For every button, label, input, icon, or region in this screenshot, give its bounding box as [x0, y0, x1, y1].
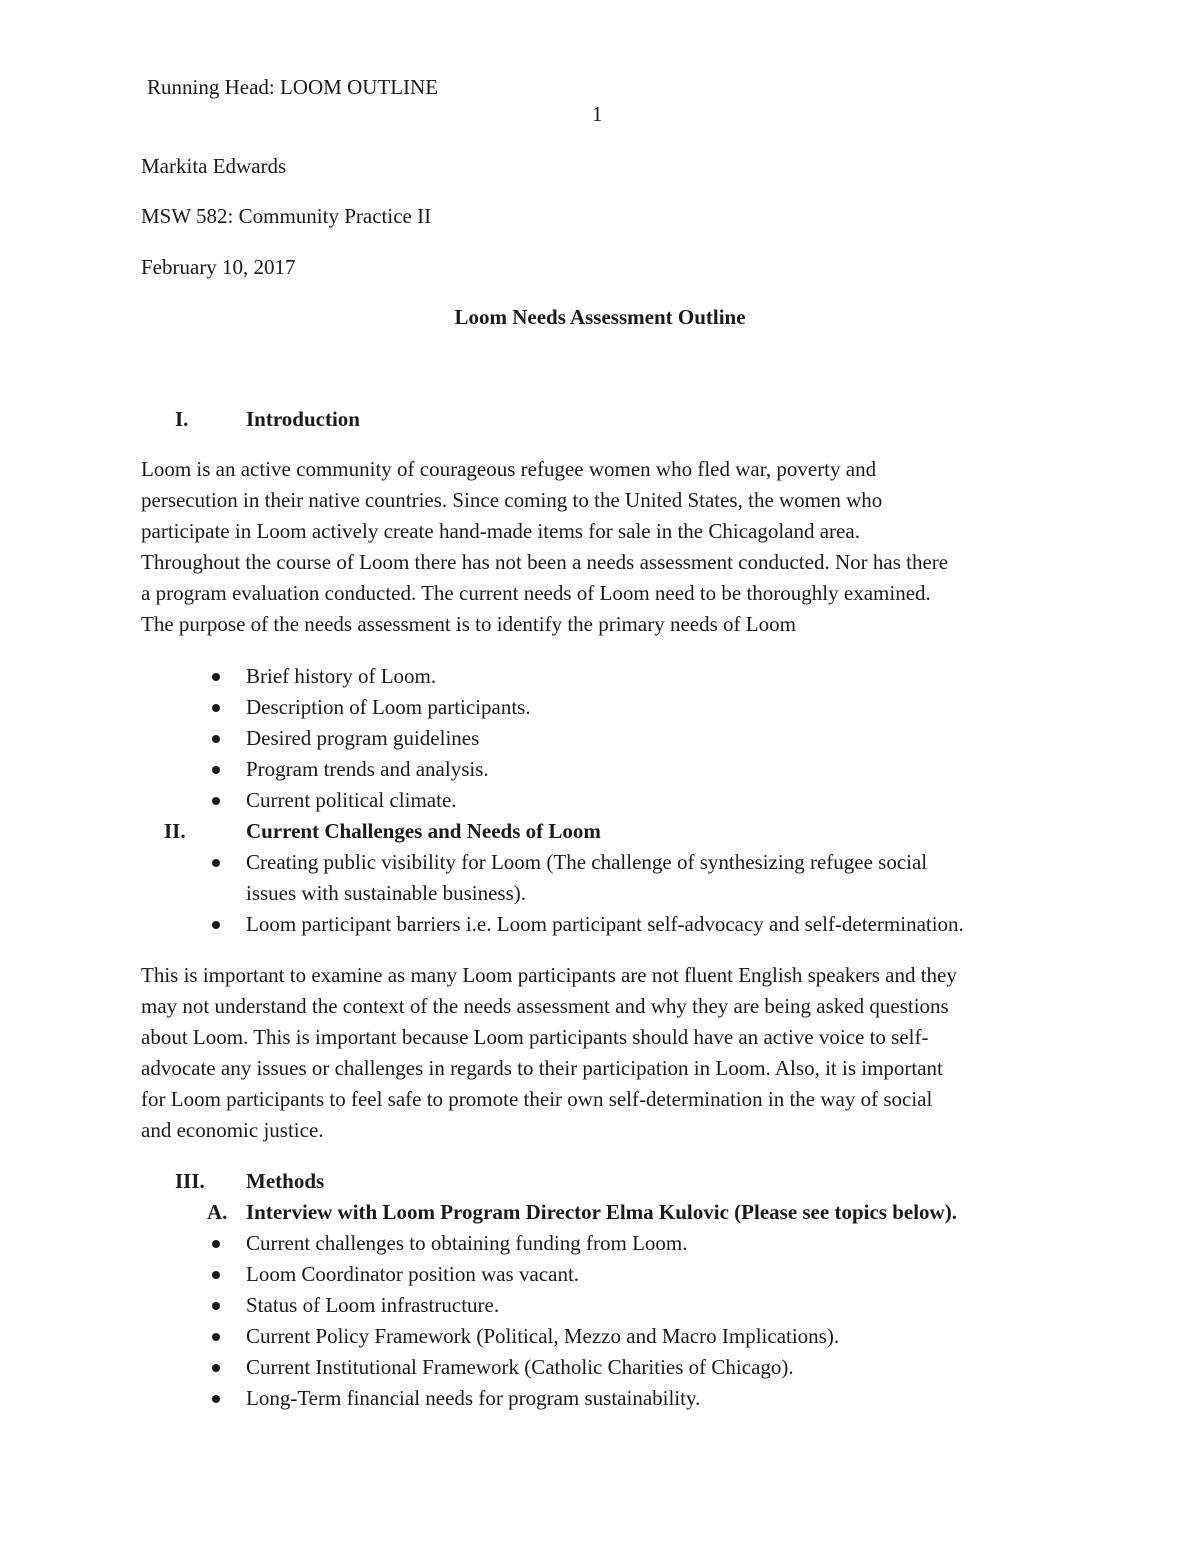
list-item-text: Loom participant barriers i.e. Loom participant self-advocacy and self-determination. [246, 912, 964, 936]
bullet-icon [212, 1271, 220, 1279]
paragraph-line: a program evaluation conducted. The current needs of Loom need to be thoroughly examined. [141, 581, 931, 605]
list-item-text: Desired program guidelines [246, 726, 480, 750]
list-item-text: Current political climate. [246, 788, 457, 812]
author-name: Markita Edwards [141, 154, 287, 178]
section-1-numeral: I. [175, 407, 189, 431]
challenges-bullet-list [0, 847, 964, 940]
paragraph-line: participate in Loom actively create hand-made items for sale in the Chicagoland area. [141, 519, 860, 543]
intro-paragraph [141, 454, 1081, 640]
bullet-icon [212, 1333, 220, 1341]
bullet-icon [212, 704, 220, 712]
bullet-icon [212, 859, 220, 867]
list-item-text: Loom Coordinator position was vacant. [246, 1262, 580, 1286]
list-item-text: Current Policy Framework (Political, Mezzo and Macro Implications). [246, 1324, 840, 1348]
list-item-text: Creating public visibility for Loom (The challenge of synthesizing refugee social [246, 850, 928, 874]
list-item [0, 692, 531, 723]
section-2-heading: Current Challenges and Needs of Loom [246, 819, 601, 843]
paragraph-line: advocate any issues or challenges in regards to their participation in Loom. Also, it is important [141, 1056, 943, 1080]
bullet-icon [212, 735, 220, 743]
bullet-icon [212, 921, 220, 929]
paragraph-line: Loom is an active community of courageous refugee women who fled war, poverty and [141, 457, 877, 481]
course-name: MSW 582: Community Practice II [141, 204, 432, 228]
bullet-icon [212, 1240, 220, 1248]
bullet-icon [212, 1395, 220, 1403]
list-item-text: Brief history of Loom. [246, 664, 437, 688]
list-item [0, 1290, 839, 1321]
challenges-paragraph [141, 960, 1081, 1146]
list-item [0, 754, 531, 785]
list-item [0, 785, 531, 816]
paragraph-line: This is important to examine as many Loom participants are not fluent English speakers and they [141, 963, 957, 987]
list-item-text-continued: issues with sustainable business). [246, 881, 526, 905]
list-item [0, 1383, 839, 1414]
bullet-icon [212, 1302, 220, 1310]
page-number: 1 [592, 102, 603, 126]
document-date: February 10, 2017 [141, 255, 296, 279]
paragraph-line: persecution in their native countries. Since coming to the United States, the women who [141, 488, 883, 512]
bullet-icon [212, 1364, 220, 1372]
paragraph-line: about Loom. This is important because Loom participants should have an active voice to self- [141, 1025, 929, 1049]
list-item [0, 847, 964, 909]
paragraph-line: Throughout the course of Loom there has not been a needs assessment conducted. Nor has there [141, 550, 949, 574]
paragraph-line: The purpose of the needs assessment is to identify the primary needs of Loom [141, 612, 796, 636]
list-item [0, 909, 964, 940]
list-item-text: Current Institutional Framework (Catholic Charities of Chicago). [246, 1355, 794, 1379]
list-item [0, 1259, 839, 1290]
paragraph-line: for Loom participants to feel safe to promote their own self-determination in the way of social [141, 1087, 933, 1111]
methods-bullet-list [0, 1228, 839, 1414]
list-item-text: Long-Term financial needs for program sustainability. [246, 1386, 701, 1410]
bullet-icon [212, 766, 220, 774]
list-item-text: Program trends and analysis. [246, 757, 489, 781]
paragraph-line: may not understand the context of the needs assessment and why they are being asked questions [141, 994, 949, 1018]
list-item-text: Current challenges to obtaining funding from Loom. [246, 1231, 688, 1255]
subsection-a-heading: Interview with Loom Program Director Elma Kulovic (Please see topics below). [246, 1200, 957, 1224]
section-3-heading: Methods [246, 1169, 325, 1193]
bullet-icon [212, 673, 220, 681]
list-item [0, 661, 531, 692]
subsection-a-letter: A. [207, 1200, 228, 1224]
list-item [0, 723, 531, 754]
paragraph-line: and economic justice. [141, 1118, 324, 1142]
list-item [0, 1228, 839, 1259]
document-title: Loom Needs Assessment Outline [454, 305, 746, 329]
list-item-text: Description of Loom participants. [246, 695, 531, 719]
section-3-numeral: III. [175, 1169, 205, 1193]
section-2-numeral: II. [164, 819, 186, 843]
running-head: Running Head: LOOM OUTLINE [147, 75, 439, 99]
intro-bullet-list [0, 661, 531, 816]
list-item-text: Status of Loom infrastructure. [246, 1293, 500, 1317]
section-1-heading: Introduction [246, 407, 360, 431]
list-item [0, 1352, 839, 1383]
list-item [0, 1321, 839, 1352]
bullet-icon [212, 797, 220, 805]
